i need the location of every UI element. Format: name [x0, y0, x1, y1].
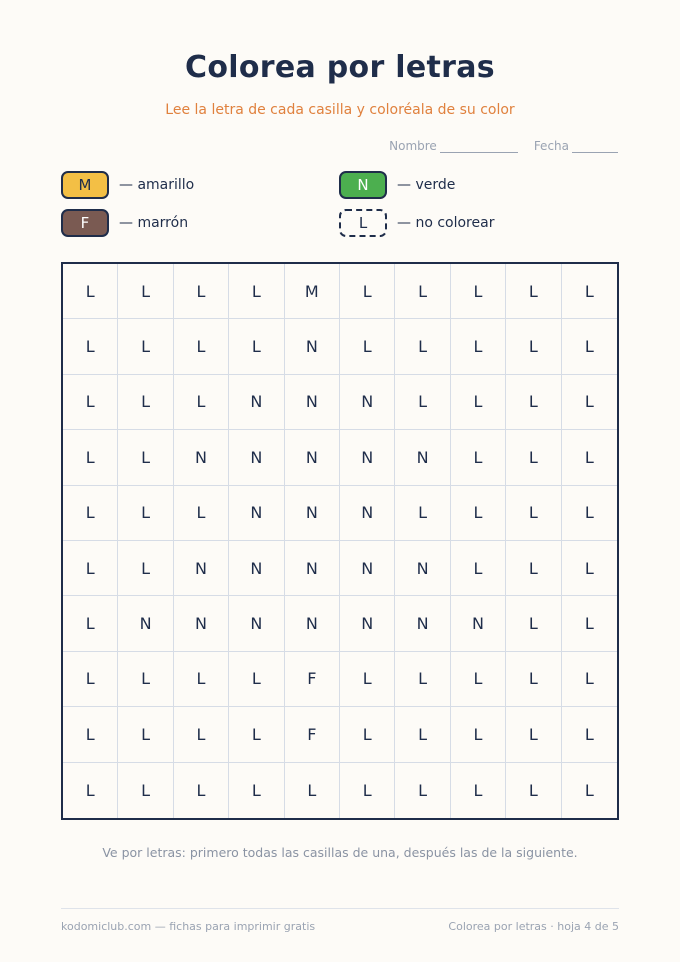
grid-cell[interactable]: L — [340, 264, 395, 319]
grid-cell[interactable]: L — [451, 707, 506, 762]
grid-cell[interactable]: N — [229, 375, 284, 430]
grid-cell[interactable]: L — [229, 652, 284, 707]
grid-cell[interactable]: N — [229, 541, 284, 596]
grid-cell[interactable]: L — [229, 763, 284, 818]
grid-cell[interactable]: L — [229, 319, 284, 374]
date-label: Fecha — [533, 139, 569, 153]
grid-cell[interactable]: L — [506, 430, 561, 485]
grid-cell[interactable]: L — [285, 763, 340, 818]
grid-cell[interactable]: N — [174, 430, 229, 485]
grid-cell[interactable]: L — [451, 319, 506, 374]
grid-cell[interactable]: L — [229, 707, 284, 762]
grid-cell[interactable]: L — [506, 486, 561, 541]
grid-cell[interactable]: N — [451, 596, 506, 651]
legend-letter: M — [78, 176, 92, 194]
footer-page-info: Colorea por letras · hoja 4 de 5 — [448, 920, 619, 933]
grid-cell[interactable]: L — [451, 763, 506, 818]
grid-cell[interactable]: N — [340, 541, 395, 596]
grid-cell[interactable]: N — [395, 430, 450, 485]
grid-cell[interactable]: L — [451, 652, 506, 707]
grid-cell[interactable]: L — [451, 541, 506, 596]
grid-cell[interactable]: L — [63, 763, 118, 818]
grid-cell[interactable]: M — [285, 264, 340, 319]
grid-cell[interactable]: N — [229, 430, 284, 485]
grid-cell[interactable]: N — [174, 596, 229, 651]
legend-letter: L — [358, 214, 368, 232]
page-title: Colorea por letras — [185, 50, 495, 85]
grid-cell[interactable]: L — [451, 486, 506, 541]
grid-cell[interactable]: L — [395, 319, 450, 374]
grid-cell[interactable]: N — [118, 596, 173, 651]
grid-cell[interactable]: L — [395, 486, 450, 541]
grid-cell[interactable]: F — [285, 707, 340, 762]
grid-cell[interactable]: N — [285, 319, 340, 374]
grid-cell[interactable]: L — [118, 430, 173, 485]
grid-cell[interactable]: L — [395, 652, 450, 707]
grid-cell[interactable]: N — [340, 596, 395, 651]
grid-cell[interactable]: L — [562, 541, 617, 596]
grid-cell[interactable]: L — [562, 596, 617, 651]
grid-cell[interactable]: L — [229, 264, 284, 319]
grid-cell[interactable]: L — [63, 319, 118, 374]
legend-label: — no colorear — [397, 215, 495, 231]
footer-divider — [61, 908, 619, 909]
legend-item-l — [339, 209, 494, 237]
legend-swatch-yellow — [61, 171, 109, 199]
name-date-fields — [389, 139, 618, 153]
grid-cell[interactable]: L — [506, 652, 561, 707]
grid-cell[interactable]: L — [63, 652, 118, 707]
grid-cell[interactable]: L — [118, 541, 173, 596]
grid-cell[interactable]: L — [118, 707, 173, 762]
grid-cell[interactable]: L — [562, 486, 617, 541]
grid-cell[interactable]: L — [506, 763, 561, 818]
grid-cell[interactable]: L — [562, 707, 617, 762]
legend-swatch-no-color — [339, 209, 387, 237]
legend-label: — marrón — [119, 215, 189, 231]
legend-label: — verde — [397, 177, 456, 193]
name-label: Nombre — [389, 139, 437, 153]
grid-cell[interactable]: N — [285, 430, 340, 485]
grid-cell[interactable]: L — [340, 763, 395, 818]
instructions-hint: Ve por letras: primero todas las casillas de una, después las de la siguiente. — [102, 845, 578, 860]
grid-cell[interactable]: N — [340, 486, 395, 541]
legend-swatch-brown — [61, 209, 109, 237]
grid-cell[interactable]: N — [285, 375, 340, 430]
grid-cell[interactable]: L — [506, 541, 561, 596]
grid-cell[interactable]: L — [118, 375, 173, 430]
grid-cell[interactable]: L — [174, 763, 229, 818]
name-field[interactable] — [389, 139, 518, 153]
grid-cell[interactable]: L — [562, 264, 617, 319]
grid-cell[interactable]: N — [340, 430, 395, 485]
coloring-grid — [61, 262, 619, 820]
grid-cell[interactable]: L — [451, 264, 506, 319]
grid-cell[interactable]: L — [395, 707, 450, 762]
grid-cell[interactable]: N — [229, 596, 284, 651]
grid-cell[interactable]: N — [395, 596, 450, 651]
grid-cell[interactable]: F — [285, 652, 340, 707]
grid-cell[interactable]: L — [63, 375, 118, 430]
grid-cell[interactable]: L — [562, 375, 617, 430]
grid-cell[interactable]: N — [285, 541, 340, 596]
grid-cell[interactable]: L — [340, 652, 395, 707]
grid-cell[interactable]: N — [285, 486, 340, 541]
date-blank — [572, 140, 618, 153]
grid-cell[interactable]: L — [506, 707, 561, 762]
page-subtitle: Lee la letra de cada casilla y coloréala de su color — [165, 102, 515, 118]
date-field[interactable] — [534, 139, 618, 153]
grid-cell[interactable]: L — [584, 780, 594, 800]
grid-cell[interactable]: L — [63, 264, 118, 319]
grid-cell[interactable]: L — [118, 763, 173, 818]
grid-cell[interactable]: L — [451, 430, 506, 485]
grid-cell[interactable]: L — [395, 763, 450, 818]
grid-cell[interactable]: N — [285, 596, 340, 651]
grid-cell[interactable]: L — [451, 375, 506, 430]
color-legend — [61, 171, 621, 241]
grid-cell[interactable]: L — [118, 486, 173, 541]
grid-cell[interactable]: L — [118, 264, 173, 319]
grid-cell[interactable]: N — [174, 541, 229, 596]
grid-cell[interactable]: L — [562, 319, 617, 374]
grid-cell[interactable]: L — [174, 375, 229, 430]
grid-cell[interactable]: L — [118, 652, 173, 707]
grid-cell[interactable]: L — [395, 375, 450, 430]
grid-cell[interactable]: L — [506, 375, 561, 430]
name-blank — [440, 140, 518, 153]
grid-cell[interactable]: L — [340, 319, 395, 374]
grid-cell[interactable]: L — [395, 264, 450, 319]
grid-cell[interactable]: L — [562, 430, 617, 485]
legend-item-m — [61, 171, 194, 199]
grid-cell[interactable]: L — [63, 541, 118, 596]
legend-item-n — [339, 171, 455, 199]
legend-item-f — [61, 209, 188, 237]
legend-letter: F — [80, 214, 90, 232]
grid-cell[interactable]: L — [174, 486, 229, 541]
grid-cell[interactable]: L — [174, 707, 229, 762]
grid-cell[interactable]: L — [63, 707, 118, 762]
grid-cell[interactable]: L — [63, 486, 118, 541]
grid-cell[interactable]: L — [506, 596, 561, 651]
grid-cell[interactable]: L — [506, 319, 561, 374]
grid-cell[interactable]: N — [340, 375, 395, 430]
grid-cell[interactable]: L — [174, 652, 229, 707]
footer-site: kodomiclub.com — fichas para imprimir gratis — [61, 920, 316, 933]
legend-letter: N — [357, 176, 369, 194]
legend-swatch-green — [339, 171, 387, 199]
grid-cell[interactable]: L — [63, 596, 118, 651]
grid-cell[interactable]: L — [118, 319, 173, 374]
legend-label: — amarillo — [119, 177, 195, 193]
grid-cell[interactable]: L — [340, 707, 395, 762]
grid-cell[interactable]: L — [174, 264, 229, 319]
grid-cell[interactable]: L — [506, 264, 561, 319]
grid-cell[interactable]: L — [174, 319, 229, 374]
grid-cell[interactable]: L — [562, 652, 617, 707]
grid-cell[interactable]: N — [229, 486, 284, 541]
grid-cell[interactable]: L — [63, 430, 118, 485]
grid-cell[interactable]: N — [395, 541, 450, 596]
